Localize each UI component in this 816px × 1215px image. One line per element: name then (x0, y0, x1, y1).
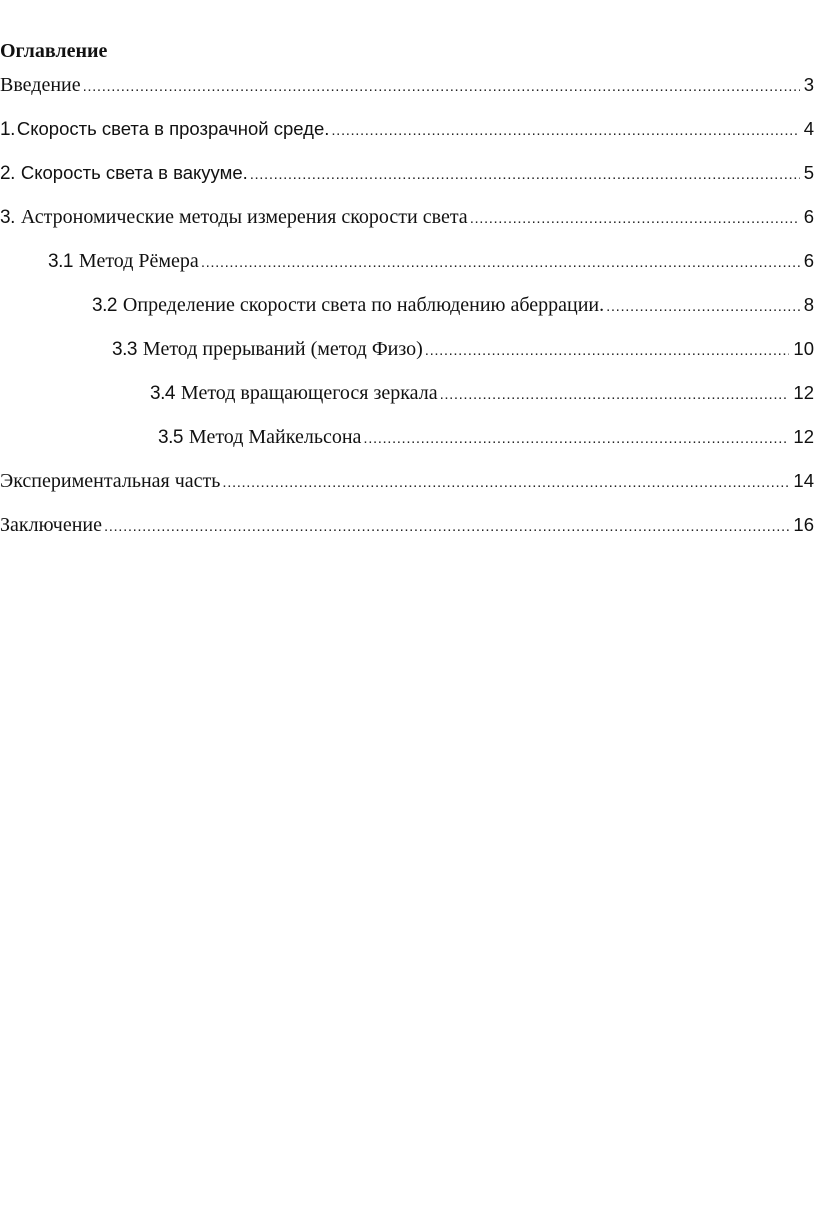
toc-entry-section-3-5[interactable] (158, 422, 814, 452)
toc-page-number: 5 (803, 162, 814, 183)
toc-entry-label: Скорость света в прозрачной среде. (16, 118, 330, 139)
toc-entry-number: 3. (0, 207, 15, 228)
toc-entry-section-3-4[interactable] (150, 378, 814, 408)
toc-entry-label: Экспериментальная часть (0, 470, 221, 492)
toc-entry-label: Метод прерываний (метод Физо) (142, 338, 423, 360)
toc-page-number: 6 (803, 206, 814, 227)
dot-leader (83, 72, 800, 102)
dot-leader (250, 160, 800, 190)
dot-leader (331, 116, 799, 146)
toc-title: Оглавление (0, 40, 108, 62)
toc-page-number: 10 (793, 338, 814, 359)
toc-page-number: 12 (793, 426, 814, 447)
toc-entry-label: Метод Майкельсона (188, 426, 362, 448)
toc-entry-label: Скорость света в вакууме. (20, 162, 248, 183)
dot-leader (363, 424, 789, 454)
dot-leader (470, 204, 800, 234)
toc-entry-label: Введение (0, 74, 81, 96)
dot-leader (222, 468, 789, 498)
toc-page-number: 4 (803, 118, 814, 139)
toc-entry-section-3-1[interactable] (48, 246, 814, 276)
toc-entry-number: 3.4 (150, 383, 175, 404)
toc-entry-section-1[interactable] (0, 114, 814, 144)
toc-entry-label: Метод Рёмера (78, 250, 199, 272)
toc-page-number: 8 (803, 294, 814, 315)
toc-entry-introduction[interactable] (0, 70, 814, 100)
toc-page-number: 14 (793, 470, 814, 491)
toc-entry-number: 2. (0, 163, 15, 184)
toc-page-number: 3 (803, 74, 814, 95)
toc-entry-section-3[interactable] (0, 202, 814, 232)
toc-page-number: 6 (803, 250, 814, 271)
toc-entry-number: 3.3 (112, 339, 137, 360)
toc-entry-number: 3.5 (158, 427, 183, 448)
toc-entry-section-3-2[interactable] (92, 290, 814, 320)
toc-entry-section-2[interactable] (0, 158, 814, 188)
toc-entry-conclusion[interactable] (0, 510, 814, 540)
toc-entry-label: Заключение (0, 514, 102, 536)
toc-entry-number: 3.2 (92, 295, 117, 316)
toc-page-number: 16 (793, 514, 814, 535)
toc-entry-number: 3.1 (48, 251, 73, 272)
toc-entry-section-3-3[interactable] (112, 334, 814, 364)
toc-entry-label: Метод вращающегося зеркала (180, 382, 438, 404)
dot-leader (606, 292, 800, 322)
toc-entry-number: 1. (0, 119, 15, 140)
toc-page-number: 12 (793, 382, 814, 403)
toc-entry-experimental-part[interactable] (0, 466, 814, 496)
dot-leader (201, 248, 800, 278)
toc-entry-label: Астрономические методы измерения скорости света (20, 206, 468, 228)
dot-leader (425, 336, 790, 366)
dot-leader (104, 512, 789, 542)
dot-leader (440, 380, 790, 410)
toc-entry-label: Определение скорости света по наблюдению аберрации. (122, 294, 605, 316)
